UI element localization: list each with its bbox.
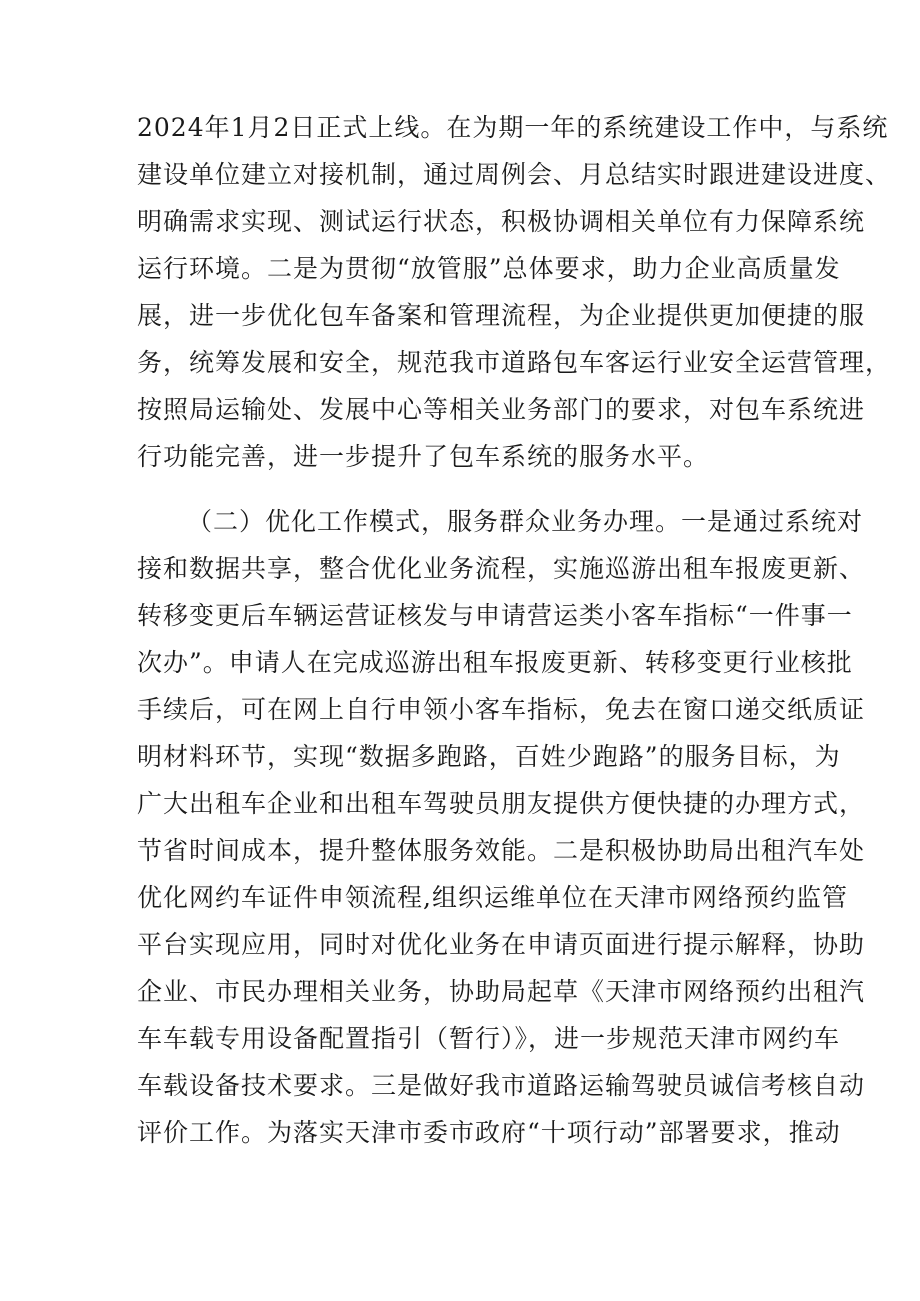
paragraph-line: 明材料环节，实现“数据多跑路，百姓少跑路”的服务目标，为 <box>137 742 841 771</box>
paragraph-line: 次办”。申请人在完成巡游出租车报废更新、转移变更行业核批 <box>137 648 853 677</box>
paragraph-line: 明确需求实现、测试运行状态，积极协调相关单位有力保障系统 <box>137 207 866 236</box>
paragraph-line: 车车载专用设备配置指引（暂行）》，进一步规范天津市网约车 <box>137 1024 841 1053</box>
paragraph-line: 展，进一步优化包车备案和管理流程，为企业提供更加便捷的服 <box>137 301 866 330</box>
paragraph-line: 手续后，可在网上自行申领小客车指标，免去在窗口递交纸质证 <box>137 695 866 724</box>
paragraph-line: 企业、市民办理相关业务，协助局起草《天津市网络预约出租汽 <box>137 977 866 1006</box>
paragraph-line: 平台实现应用，同时对优化业务在申请页面进行提示解释，协助 <box>137 930 866 959</box>
paragraph-line: 运行环境。二是为贯彻“放管服”总体要求，助力企业高质量发 <box>137 254 841 283</box>
paragraph-line: 车载设备技术要求。三是做好我市道路运输驾驶员诚信考核自动 <box>137 1071 866 1100</box>
paragraph-line: 2024年1月2日正式上线。在为期一年的系统建设工作中，与系统 <box>137 113 889 142</box>
paragraph-line: 行功能完善，进一步提升了包车系统的服务水平。 <box>137 442 710 471</box>
paragraph-line: 节省时间成本，提升整体服务效能。二是积极协助局出租汽车处 <box>137 836 866 865</box>
paragraph-line: 务，统筹发展和安全，规范我市道路包车客运行业安全运营管理， <box>137 348 892 377</box>
paragraph-line: 接和数据共享，整合优化业务流程，实施巡游出租车报废更新、 <box>137 554 866 583</box>
section-heading-line: （二）优化工作模式，服务群众业务办理。一是通过系统对 <box>187 507 864 536</box>
paragraph-line: 优化网约车证件申领流程,组织运维单位在天津市网络预约监管 <box>137 883 848 912</box>
paragraph-line: 转移变更后车辆运营证核发与申请营运类小客车指标“一件事一 <box>137 601 853 630</box>
paragraph-line: 按照局运输处、发展中心等相关业务部门的要求，对包车系统进 <box>137 395 866 424</box>
paragraph-line: 广大出租车企业和出租车驾驶员朋友提供方便快捷的办理方式， <box>137 789 866 818</box>
paragraph-line: 建设单位建立对接机制，通过周例会、月总结实时跟进建设进度、 <box>137 160 892 189</box>
paragraph-line: 评价工作。为落实天津市委市政府“十项行动”部署要求，推动 <box>137 1118 841 1147</box>
